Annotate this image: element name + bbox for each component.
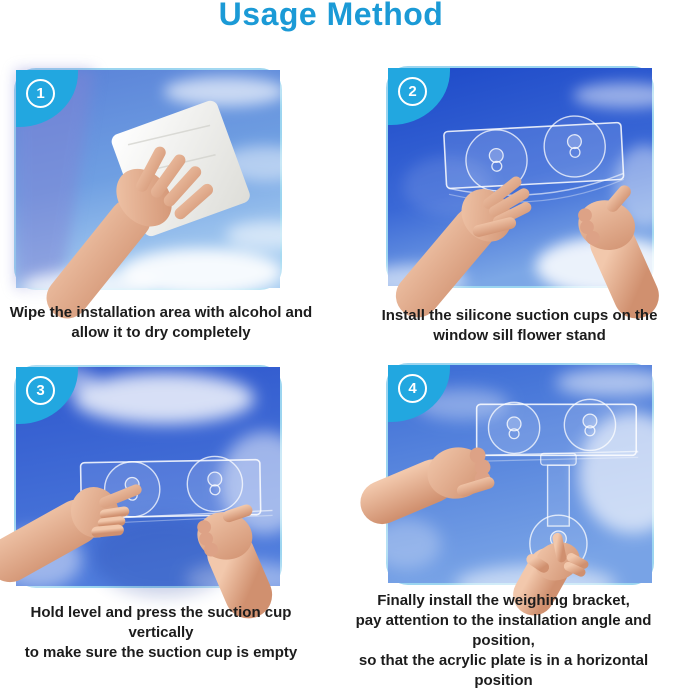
step-number-icon: 2 (398, 77, 427, 106)
caption-line: Install the silicone suction cups on the (381, 307, 658, 324)
caption-line: so that the acrylic plate is in a horizontal position (358, 652, 649, 689)
step-1-caption (0, 303, 322, 343)
caption-line: Hold level and press the suction cup vertically (30, 604, 292, 641)
step-2-caption (360, 306, 679, 346)
caption-line: Wipe the installation area with alcohol and (9, 304, 313, 321)
step-4-photo (386, 363, 654, 585)
caption-line: allow it to dry completely (71, 324, 251, 341)
caption-line: window sill flower stand (433, 327, 606, 344)
step-number-icon: 1 (26, 79, 55, 108)
page-title: Usage Method (218, 0, 444, 32)
step-3-caption (0, 603, 322, 663)
step-3-photo (14, 365, 282, 588)
caption-line: Finally install the weighing bracket, (377, 592, 630, 609)
step-4-caption (328, 591, 679, 691)
step-2-photo (386, 66, 654, 288)
caption-line: pay attention to the installation angle and position, (355, 612, 652, 649)
step-number-icon: 4 (398, 374, 427, 403)
step-number-icon: 3 (26, 376, 55, 405)
step-1-photo (14, 68, 282, 290)
caption-line: to make sure the suction cup is empty (24, 644, 298, 661)
